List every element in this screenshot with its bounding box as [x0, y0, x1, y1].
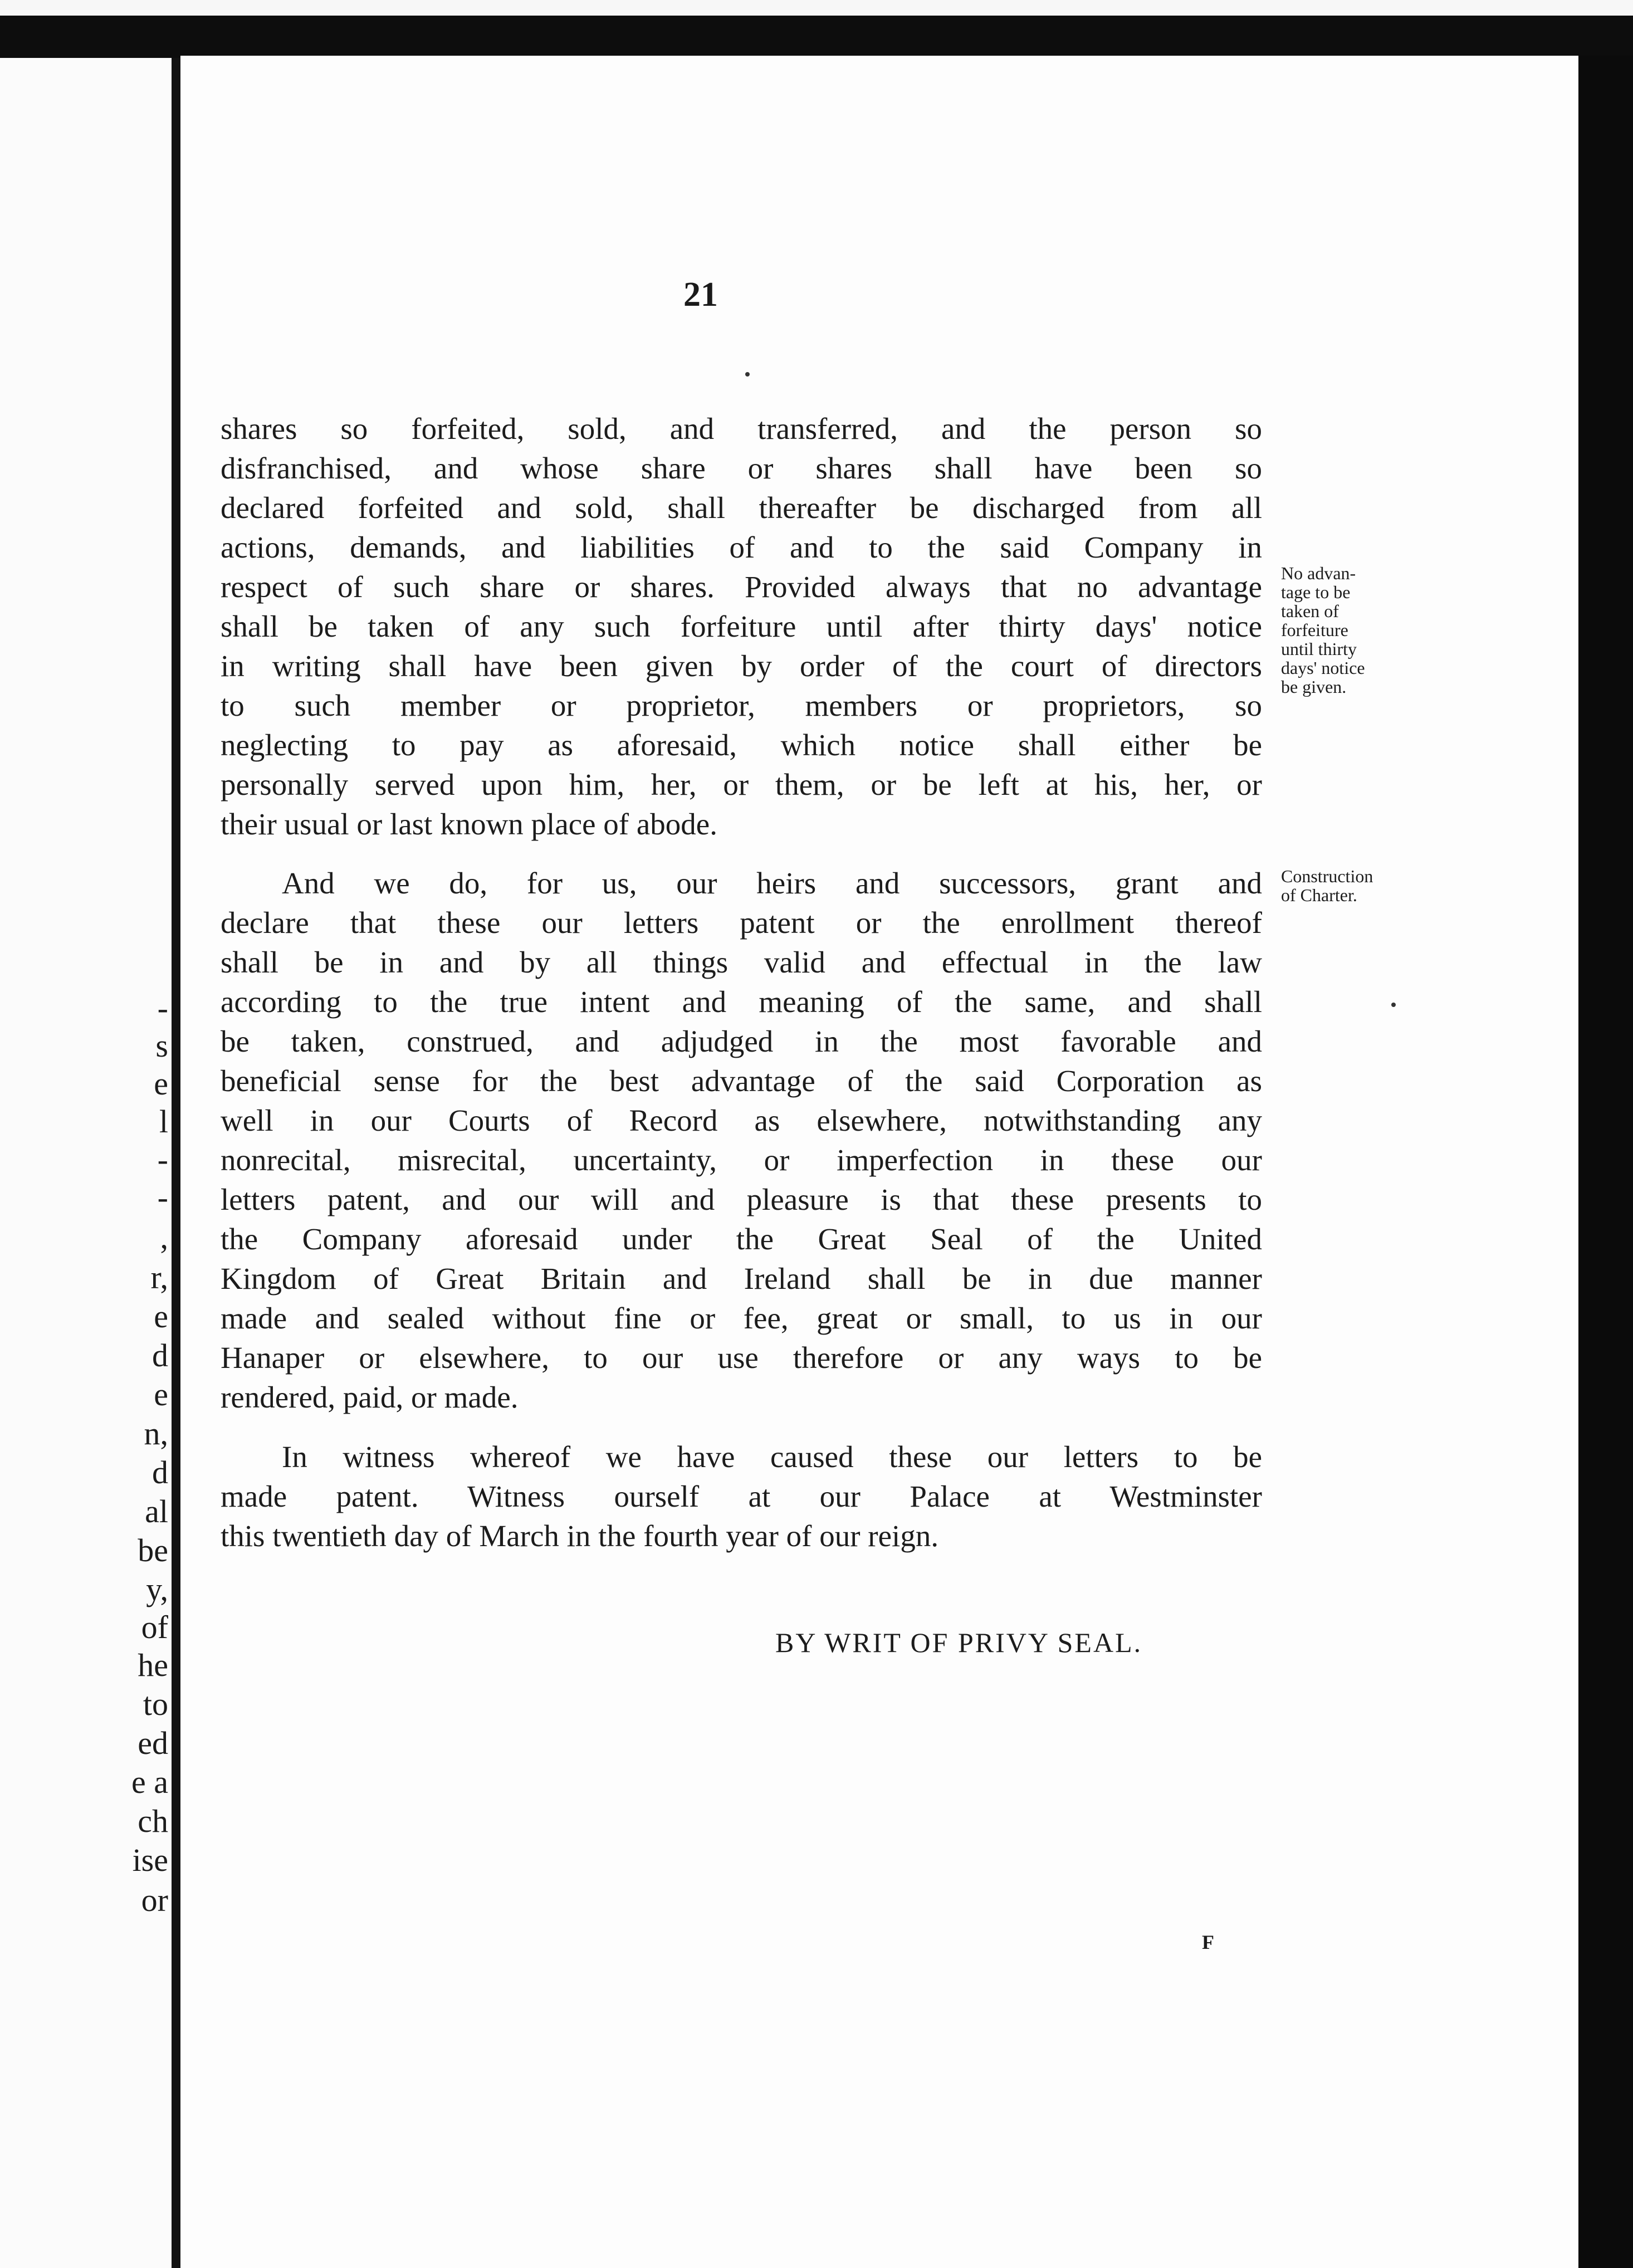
text-line: made and sealed without fine or fee, great or small, to us in our [221, 1301, 1262, 1335]
text-line: respect of such share or shares. Provided always that no advantage [221, 570, 1262, 604]
previous-page-fragment: s [155, 1028, 168, 1064]
previous-page-fragment: ed [138, 1725, 168, 1761]
page-gutter [172, 58, 180, 2268]
previous-page-fragment: - [157, 990, 168, 1026]
text-line: shall be taken of any such forfeiture until after thirty days' notice [221, 609, 1262, 643]
sidenote-line: tage to be [1281, 582, 1351, 602]
paragraph-text [221, 409, 1262, 844]
text-line: In witness whereof we have caused these our letters to be [282, 1440, 1262, 1474]
previous-page-fragment: or [141, 1882, 168, 1918]
text-line: declared forfeited and sold, shall thereafter be discharged from all [221, 491, 1262, 525]
text-line: be taken, construed, and adjudged in the most favorable and [221, 1024, 1262, 1058]
previous-page-fragment: - [157, 1141, 168, 1177]
sidenote-line: until thirty [1281, 639, 1357, 659]
sidenote-line: No advan- [1281, 563, 1356, 583]
previous-page-fragment: to [143, 1686, 168, 1722]
previous-page-fragment: e [154, 1298, 168, 1335]
stray-mark [745, 372, 750, 377]
text-line: disfranchised, and whose share or shares shall have been so [221, 451, 1262, 485]
sidenote-line: days' notice [1281, 658, 1365, 678]
text-line: And we do, for us, our heirs and successors, grant and [282, 866, 1262, 900]
sidenote-line: be given. [1281, 677, 1347, 697]
sidenote-no-advantage [1281, 564, 1415, 696]
sidenote-line: of Charter. [1281, 885, 1357, 905]
previous-page-fragment: be [138, 1532, 168, 1568]
previous-page-fragment: ch [138, 1803, 168, 1839]
previous-page-fragment: y, [146, 1571, 168, 1607]
previous-page-fragment: d [152, 1454, 168, 1490]
text-line: letters patent, and our will and pleasure is that these presents to [221, 1182, 1262, 1216]
paragraph-witness [221, 1437, 1262, 1556]
text-line: to such member or proprietor, members or proprietors, so [221, 688, 1262, 722]
previous-page-fragment: ise [132, 1842, 168, 1878]
text-line: this twentieth day of March in the fourth year of our reign. [221, 1519, 939, 1553]
stray-mark [1391, 1003, 1396, 1007]
text-line: declare that these our letters patent or the enrollment thereof [221, 906, 1262, 940]
page-number: 21 [683, 276, 718, 314]
text-line: rendered, paid, or made. [221, 1380, 519, 1414]
text-line: Hanaper or elsewhere, to our use therefore or any ways to be [221, 1341, 1262, 1375]
text-line: neglecting to pay as aforesaid, which notice shall either be [221, 728, 1262, 762]
paragraph-text [221, 1437, 1262, 1556]
text-line: their usual or last known place of abode. [221, 807, 717, 841]
signature-line: BY WRIT OF PRIVY SEAL. [775, 1627, 1143, 1658]
text-line: actions, demands, and liabilities of and to the said Company in [221, 530, 1262, 564]
sidenote-line: Construction [1281, 866, 1373, 886]
sidenote-line: forfeiture [1281, 620, 1348, 640]
sidenote-construction-of-charter [1281, 867, 1415, 905]
previous-page-fragment: e [154, 1376, 168, 1412]
previous-page-fragment: al [145, 1493, 168, 1529]
previous-page-fragment: he [138, 1647, 168, 1683]
previous-page-fragment: n, [144, 1415, 168, 1451]
previous-page-fragment: , [160, 1219, 168, 1255]
text-line: well in our Courts of Record as elsewhere, notwithstanding any [221, 1103, 1262, 1137]
previous-page-fragment: r, [150, 1259, 168, 1296]
text-line: according to the true intent and meaning of the same, and shall [221, 985, 1262, 1019]
text-line: shall be in and by all things valid and effectual in the law [221, 945, 1262, 979]
sidenote-line: taken of [1281, 601, 1339, 621]
text-line: beneficial sense for the best advantage of the said Corporation as [221, 1064, 1262, 1098]
text-line: personally served upon him, her, or them, or be left at his, her, or [221, 768, 1262, 801]
previous-page-fragment: e [154, 1065, 168, 1102]
text-line: Kingdom of Great Britain and Ireland shall be in due manner [221, 1262, 1262, 1296]
previous-page-fragment: - [157, 1179, 168, 1215]
previous-page-fragment: e a [131, 1764, 168, 1800]
text-line: nonrecital, misrecital, uncertainty, or imperfection in these our [221, 1143, 1262, 1177]
paragraph-construction [221, 863, 1262, 1417]
previous-page-fragment: l [159, 1103, 168, 1140]
text-line: shares so forfeited, sold, and transferred, and the person so [221, 412, 1262, 446]
signature-mark: F [1202, 1931, 1214, 1953]
paragraph-text [221, 863, 1262, 1417]
text-line: in writing shall have been given by order of the court of directors [221, 649, 1262, 683]
paragraph-forfeiture [221, 409, 1262, 844]
scan-right-edge [1578, 56, 1633, 2268]
text-line: made patent. Witness ourself at our Palace at Westminster [221, 1479, 1262, 1513]
previous-page-fragment: of [141, 1609, 168, 1645]
scan-top-edge [0, 0, 1633, 16]
previous-page-fragment: d [152, 1337, 168, 1373]
text-line: the Company aforesaid under the Great Seal of the United [221, 1222, 1262, 1256]
previous-page-edge [0, 58, 172, 2268]
